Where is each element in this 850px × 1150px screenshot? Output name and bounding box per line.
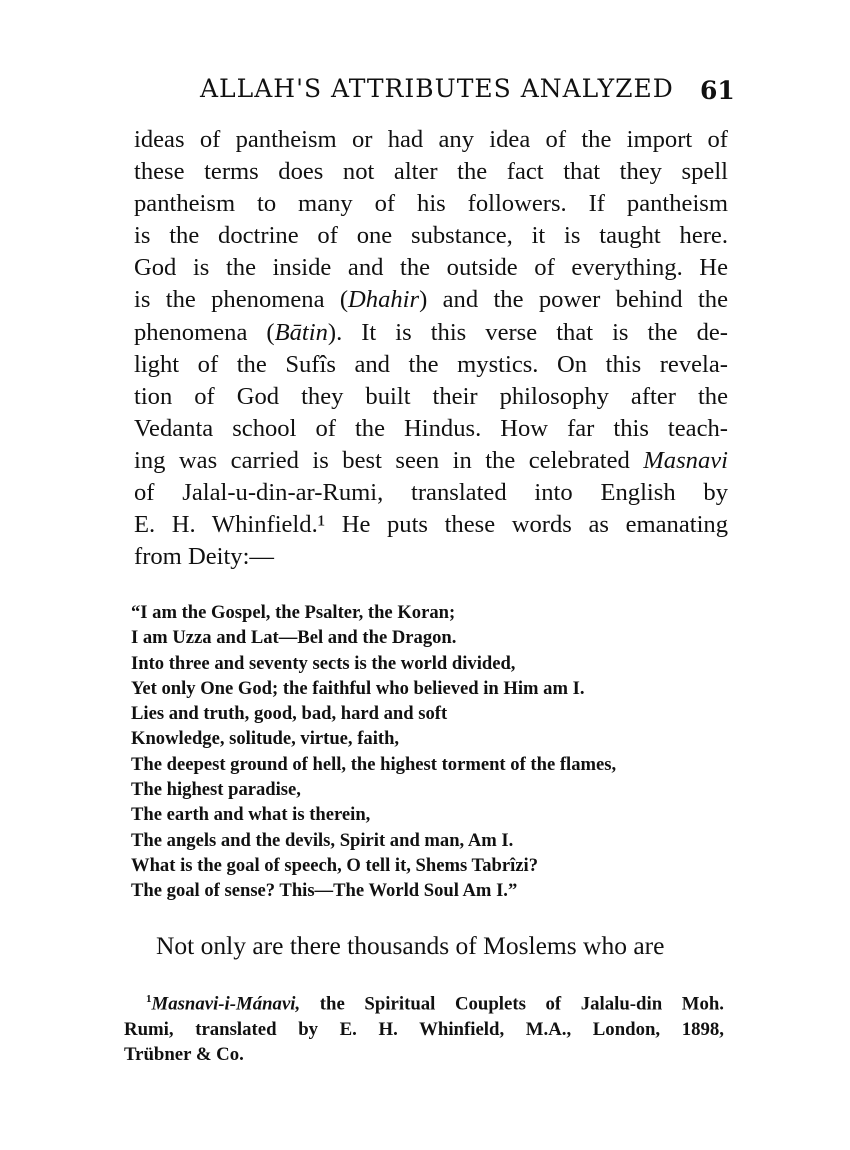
poem-line: The goal of sense? This—The World Soul Am I.” [131, 880, 518, 902]
footnote-title: Masnavi-i-Mánavi, [151, 993, 301, 1015]
poem-line: The deepest ground of hell, the highest torment of the flames, [131, 753, 617, 775]
text-line: ideas of pantheism or had any idea of the import of [134, 126, 728, 153]
footnote-marker: 1 [146, 993, 152, 1005]
footnote-text: the Spiritual Couplets of Jalalu-din Moh. [300, 993, 724, 1015]
poem-line: “I am the Gospel, the Psalter, the Koran; [131, 602, 456, 623]
poem-line: Into three and seventy sects is the world divided, [131, 652, 516, 674]
poem-line: Lies and truth, good, bad, hard and soft [131, 703, 448, 725]
text-line: these terms does not alter the fact that they spell [134, 158, 728, 186]
text-line: phenomena (Bātin). It is this verse that is the de- [134, 318, 728, 346]
footnote-line: Rumi, translated by E. H. Whinfield, M.A., London, 1898, [124, 1018, 724, 1040]
poem-line: The highest paradise, [131, 779, 301, 801]
text-line: God is the inside and the outside of everything. He [134, 254, 728, 282]
text-line: E. H. Whinfield.¹ He puts these words as emanating [134, 511, 728, 539]
text-line: light of the Sufîs and the mystics. On this revela- [134, 350, 728, 378]
poem-line: Yet only One God; the faithful who believed in Him am I. [131, 677, 585, 699]
running-head: ALLAH'S ATTRIBUTES ANALYZED [200, 74, 674, 103]
text-line: tion of God they built their philosophy after the [134, 382, 728, 410]
poem-line: Knowledge, solitude, virtue, faith, [131, 728, 400, 750]
poem-line: What is the goal of speech, O tell it, Shems Tabrîzi? [131, 854, 539, 876]
text-line: is the phenomena (Dhahir) and the power behind the [134, 286, 728, 314]
text-line: pantheism to many of his followers. If pantheism [134, 190, 728, 218]
text-line: of Jalal-u-din-ar-Rumi, translated into English by [134, 479, 728, 507]
poem-line: I am Uzza and Lat—Bel and the Dragon. [131, 627, 457, 649]
text-line: ing was carried is best seen in the celebrated Masnavi [134, 446, 728, 474]
poem-line: The earth and what is therein, [131, 804, 371, 826]
body-paragraph [134, 124, 728, 573]
footnote-line: Trübner & Co. [124, 1044, 244, 1066]
text-line: is the doctrine of one substance, it is taught here. [134, 222, 728, 250]
footnote-line [124, 987, 724, 1017]
text-line: from Deity:— [134, 543, 275, 571]
page-number: 61 [700, 76, 735, 105]
footnote [124, 987, 724, 1068]
poem-quotation [131, 600, 731, 904]
text-line: Vedanta school of the Hindus. How far this teach- [134, 414, 728, 442]
continuation-line: Not only are there thousands of Moslems who are [156, 931, 665, 960]
poem-line: The angels and the devils, Spirit and man, Am I. [131, 829, 514, 851]
